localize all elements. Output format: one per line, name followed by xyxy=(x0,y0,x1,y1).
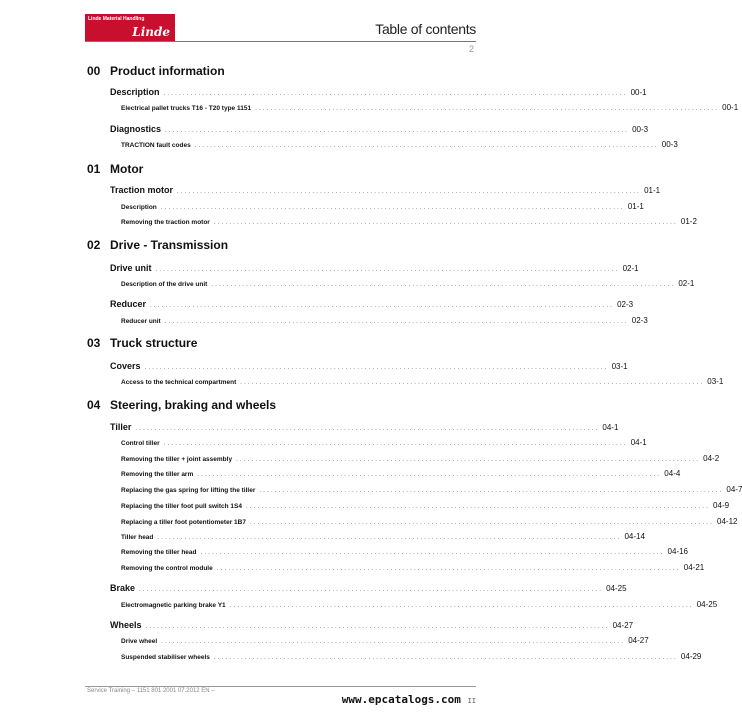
toc-entry-label: Reducer unit xyxy=(121,318,161,325)
dot-leader: ........................................................................................................................ xyxy=(216,566,681,572)
toc-subentry[interactable] xyxy=(0,202,644,211)
dot-leader: ........................................................................................................................ xyxy=(246,504,711,510)
toc-subentry[interactable] xyxy=(0,636,649,645)
toc-subentry[interactable] xyxy=(0,279,695,288)
dot-leader: ........................................................................................................................ xyxy=(177,189,642,195)
toc-entry[interactable] xyxy=(0,361,628,371)
dot-leader: ........................................................................................................................ xyxy=(161,639,626,645)
toc-entry-page: 04-16 xyxy=(667,547,689,556)
toc-subentry[interactable] xyxy=(0,501,730,510)
toc-entry-page: 04-1 xyxy=(602,423,619,432)
toc-entry-label: Covers xyxy=(110,361,141,371)
toc-entry-page: 04-14 xyxy=(624,532,645,541)
chapter-number: 00 xyxy=(87,64,101,78)
dot-leader: ........................................................................................................................ xyxy=(229,603,694,609)
brand-logo: Linde xyxy=(132,25,170,39)
toc-entry-label: Brake xyxy=(110,583,136,593)
toc-entry-label: Control tiller xyxy=(121,440,160,447)
header-page-mark: 2 xyxy=(468,44,474,54)
toc-entry-label: Wheels xyxy=(110,620,142,630)
dot-leader: ........................................................................................................................ xyxy=(145,624,610,630)
toc-entry-page: 04-27 xyxy=(628,636,649,645)
dot-leader: ........................................................................................................................ xyxy=(194,143,659,149)
toc-entry-page: 01-1 xyxy=(627,202,644,211)
dot-leader: ........................................................................................................................ xyxy=(135,426,600,432)
toc-entry-page: 00-3 xyxy=(661,140,678,149)
dot-leader: ........................................................................................................................ xyxy=(213,655,678,661)
dot-leader: ........................................................................................................................ xyxy=(211,282,676,288)
toc-subentry[interactable] xyxy=(0,438,647,447)
toc-entry-page: 00-1 xyxy=(722,103,739,112)
toc-entry[interactable] xyxy=(0,185,661,195)
toc-entry-page: 00-3 xyxy=(632,125,649,134)
dot-leader: ........................................................................................................................ xyxy=(236,457,701,463)
dot-leader: ........................................................................................................................ xyxy=(160,205,625,211)
toc-subentry[interactable] xyxy=(0,547,689,556)
dot-leader: ........................................................................................................................ xyxy=(200,550,665,556)
toc-entry-label: Removing the tiller + joint assembly xyxy=(121,456,233,463)
toc-entry-page: 03-1 xyxy=(611,362,628,371)
toc-entry-page: 04-4 xyxy=(664,469,681,478)
dot-leader: ........................................................................................................................ xyxy=(164,319,629,325)
toc-entry-label: Removing the control module xyxy=(121,565,213,572)
dot-leader: ........................................................................................................................ xyxy=(255,106,720,112)
toc-entry-label: Removing the tiller arm xyxy=(121,471,194,478)
toc-entry-page: 01-1 xyxy=(644,186,661,195)
header-divider xyxy=(85,41,476,42)
toc-entry-page: 04-7 xyxy=(726,485,742,494)
toc-entry-page: 04-25 xyxy=(696,600,718,609)
toc-entry-label: Removing the tiller head xyxy=(121,549,197,556)
toc-entry-page: 04-1 xyxy=(630,438,647,447)
toc-subentry[interactable] xyxy=(0,485,742,494)
toc-entry[interactable] xyxy=(0,299,634,309)
chapter-number: 02 xyxy=(87,238,101,252)
chapter-title: Drive - Transmission xyxy=(110,238,229,252)
toc-subentry[interactable] xyxy=(0,217,697,226)
brand-small-text: Linde Material Handling xyxy=(88,16,145,22)
dot-leader: ........................................................................................................................ xyxy=(157,535,622,541)
toc-subentry[interactable] xyxy=(0,652,702,661)
toc-entry[interactable] xyxy=(0,124,649,134)
dot-leader: ........................................................................................................................ xyxy=(139,587,604,593)
toc-entry-label: Description xyxy=(121,204,157,211)
dot-leader: ........................................................................................................................ xyxy=(240,380,705,386)
dot-leader: ........................................................................................................................ xyxy=(150,303,615,309)
toc-subentry[interactable] xyxy=(0,140,678,149)
toc-entry-label: Replacing a tiller foot potentiometer 1B7 xyxy=(121,519,246,526)
chapter-number: 03 xyxy=(87,336,101,350)
toc-entry-label: Tiller xyxy=(110,422,132,432)
dot-leader: ........................................................................................................................ xyxy=(163,441,628,447)
page-title: Table of contents xyxy=(375,21,476,37)
toc-entry-label: Diagnostics xyxy=(110,124,162,134)
dot-leader: ........................................................................................................................ xyxy=(249,520,715,526)
dot-leader: ........................................................................................................................ xyxy=(213,220,678,226)
chapter-heading xyxy=(87,398,276,412)
toc-entry[interactable] xyxy=(0,87,647,97)
toc-entry-label: Description of the drive unit xyxy=(121,281,208,288)
toc-entry-page: 00-1 xyxy=(630,88,647,97)
toc-entry-label: Reducer xyxy=(110,299,147,309)
toc-entry-page: 02-3 xyxy=(617,300,634,309)
toc-subentry[interactable] xyxy=(0,532,645,541)
toc-subentry[interactable] xyxy=(0,469,681,478)
toc-entry[interactable] xyxy=(0,422,619,432)
toc-subentry[interactable] xyxy=(0,517,738,526)
toc-entry[interactable] xyxy=(0,583,627,593)
toc-entry-label: Replacing the gas spring for lifting the tiller xyxy=(121,487,256,494)
toc-entry-page: 04-12 xyxy=(717,517,738,526)
toc-entry-label: Access to the technical compartment xyxy=(121,379,237,386)
toc-entry[interactable] xyxy=(0,263,639,273)
toc-entry-label: Tiller head xyxy=(121,534,154,541)
chapter-title: Product information xyxy=(110,64,225,78)
dot-leader: ........................................................................................................................ xyxy=(144,365,609,371)
dot-leader: ........................................................................................................................ xyxy=(163,91,628,97)
chapter-number: 01 xyxy=(87,162,101,176)
toc-entry-page: 04-29 xyxy=(680,652,702,661)
chapter-title: Steering, braking and wheels xyxy=(110,398,277,412)
dot-leader: ........................................................................................................................ xyxy=(155,267,620,273)
dot-leader: ........................................................................................................................ xyxy=(165,128,630,134)
toc-entry-label: Suspended stabiliser wheels xyxy=(121,654,210,661)
toc-entry-label: Electrical pallet trucks T16 - T20 type 1151 xyxy=(121,105,252,112)
chapter-heading xyxy=(87,162,143,176)
chapter-title: Motor xyxy=(110,162,144,176)
toc-entry-page: 02-3 xyxy=(631,316,648,325)
toc-entry-label: Description xyxy=(110,87,160,97)
toc-entry-page: 04-27 xyxy=(612,621,634,630)
dot-leader: ........................................................................................................................ xyxy=(259,488,724,494)
chapter-number: 04 xyxy=(87,398,101,412)
toc-entry[interactable] xyxy=(0,620,634,630)
footer-page-mark: II xyxy=(467,697,476,705)
toc-entry-label: Replacing the tiller foot pull switch 1S4 xyxy=(121,503,242,510)
toc-entry-page: 04-2 xyxy=(703,454,720,463)
footer-divider xyxy=(85,686,476,687)
toc-entry-page: 01-2 xyxy=(680,217,697,226)
toc-entry-page: 04-21 xyxy=(683,563,705,572)
chapter-heading xyxy=(87,64,225,78)
toc-subentry[interactable] xyxy=(0,563,705,572)
footer-watermark-url xyxy=(342,693,476,706)
toc-entry-label: Traction motor xyxy=(110,185,174,195)
watermark-url-text: www.epcatalogs.com xyxy=(341,693,461,706)
toc-entry-page: 03-1 xyxy=(707,377,724,386)
toc-subentry[interactable] xyxy=(0,377,724,386)
footer-text: Service Training – 1151 801 2001 07.2012 EN – xyxy=(87,688,215,694)
toc-entry-label: Removing the traction motor xyxy=(121,219,210,226)
chapter-heading xyxy=(87,336,197,350)
toc-entry-label: Drive unit xyxy=(110,263,152,273)
brand-banner xyxy=(85,14,175,42)
toc-entry-page: 04-25 xyxy=(606,584,627,593)
toc-subentry[interactable] xyxy=(0,316,648,325)
toc-entry-page: 02-1 xyxy=(678,279,695,288)
toc-entry-page: 04-9 xyxy=(713,501,730,510)
toc-subentry[interactable] xyxy=(0,600,718,609)
toc-subentry[interactable] xyxy=(0,103,739,112)
chapter-title: Truck structure xyxy=(110,336,198,350)
chapter-heading xyxy=(87,238,228,252)
toc-entry-label: Drive wheel xyxy=(121,638,158,645)
toc-entry-label: TRACTION fault codes xyxy=(121,142,191,149)
dot-leader: ........................................................................................................................ xyxy=(197,472,662,478)
toc-subentry[interactable] xyxy=(0,454,720,463)
toc-entry-page: 02-1 xyxy=(622,264,639,273)
toc-entry-label: Electromagnetic parking brake Y1 xyxy=(121,602,226,609)
